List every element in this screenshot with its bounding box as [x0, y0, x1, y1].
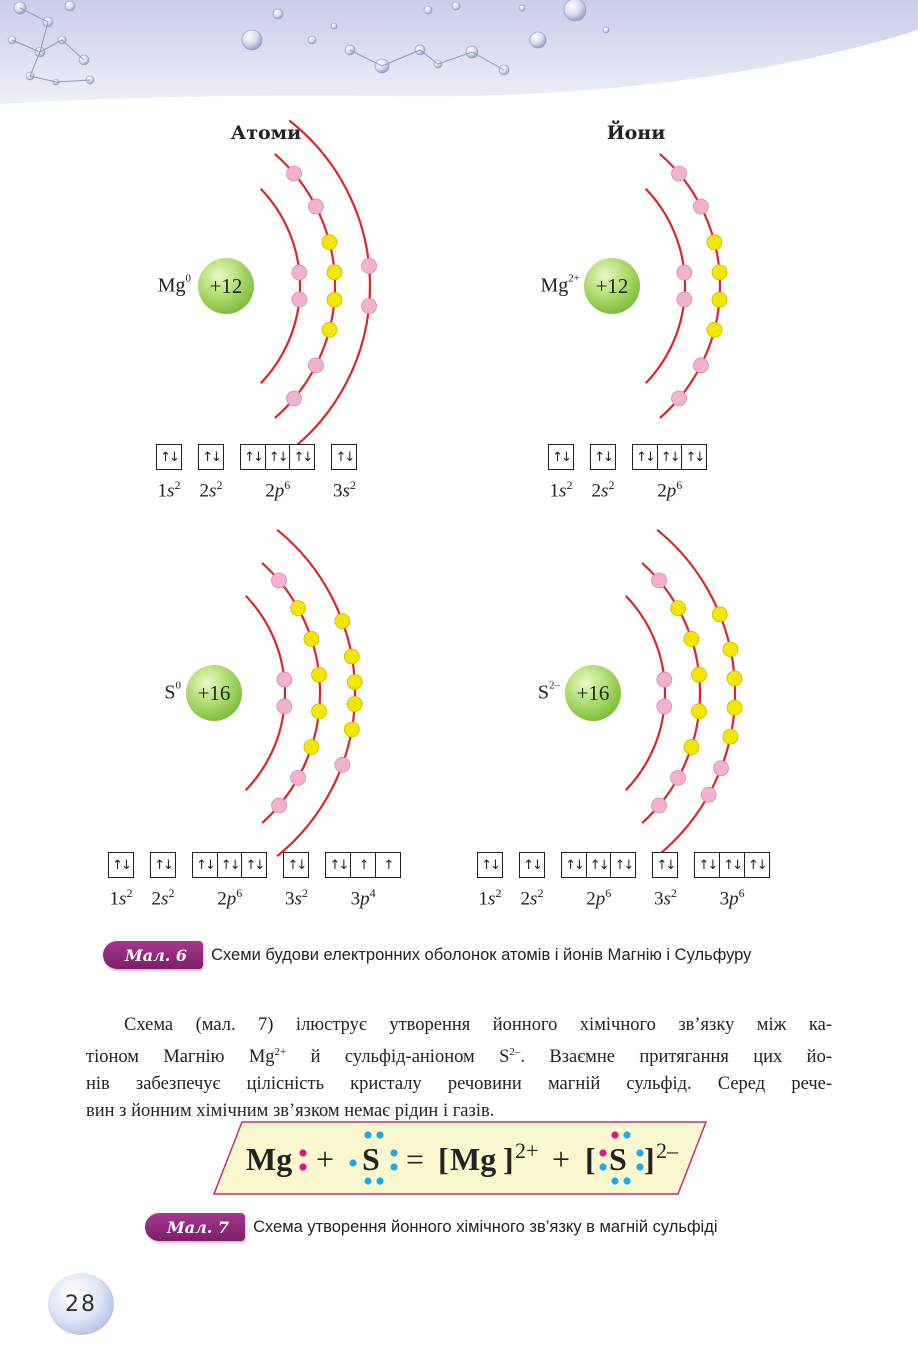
- electron: [701, 787, 716, 802]
- orbital-label: $3s^2$: [653, 886, 677, 910]
- orbital-cell: ↑: [350, 852, 376, 878]
- mg-atom-orbital-diagram: [156, 444, 373, 502]
- electron-shell: [246, 596, 285, 791]
- eq-mg: Mg: [246, 1141, 293, 1177]
- orbital-1s: [156, 444, 182, 502]
- eq-s-electron-left: [349, 1159, 356, 1166]
- electron-shell: [660, 154, 720, 418]
- paragraph-line-1: Схема (мал. 7) ілюструє утворення йонного хімічного зв’язку між ка-: [124, 1015, 832, 1035]
- orbital-cell: ↑↓: [694, 852, 720, 878]
- orbital-2p: [632, 444, 707, 502]
- eq-left-bracket-1: [: [438, 1141, 449, 1177]
- electron: [712, 607, 727, 622]
- electron: [672, 166, 687, 181]
- atoms-column-title: Атоми: [230, 122, 302, 144]
- electron: [272, 573, 287, 588]
- mg-ion-nucleus: +12: [584, 258, 640, 314]
- electron: [312, 704, 327, 719]
- mg-atom-label: Mg$^0$: [157, 272, 191, 297]
- body-paragraph: [86, 1012, 832, 1125]
- orbital-label: $3p^4$: [350, 886, 376, 910]
- electron: [652, 573, 667, 588]
- eq-mg-ion: Mg: [450, 1141, 497, 1177]
- eq-right-bracket-1: ]: [503, 1141, 514, 1177]
- orbital-cell: ↑↓: [265, 444, 291, 470]
- electron: [657, 672, 672, 687]
- eq-plus-1: +: [316, 1141, 335, 1177]
- orbital-cell: ↑↓: [283, 852, 309, 878]
- eq-s-electron-top-1: [364, 1131, 371, 1138]
- orbital-2p: [561, 852, 636, 910]
- orbital-cell: ↑↓: [590, 444, 616, 470]
- s-atom-label: $S^0$: [164, 679, 181, 704]
- eq-charge-2: 2–: [656, 1138, 678, 1163]
- electron: [308, 199, 323, 214]
- eq-s2-electron-bottom-1: [611, 1177, 618, 1184]
- orbital-label: $3s^2$: [284, 886, 308, 910]
- electron: [304, 740, 319, 755]
- electron: [684, 631, 699, 646]
- electron: [707, 322, 722, 337]
- electron: [723, 642, 738, 657]
- orbital-2s: [519, 852, 545, 910]
- electron: [671, 601, 686, 616]
- electron: [723, 729, 738, 744]
- electron-shell: [261, 189, 300, 384]
- s-ion-label: $S^{2-}$: [537, 679, 560, 704]
- electron-shell: [275, 154, 335, 418]
- eq-mg-electron-1: [299, 1149, 306, 1156]
- electron: [335, 757, 350, 772]
- eq-s2-electron-right-1: [636, 1149, 643, 1156]
- eq-s2-electron-right-2: [636, 1163, 643, 1170]
- eq-charge-1: 2+: [515, 1138, 539, 1163]
- orbital-3s: [652, 852, 678, 910]
- orbital-2p: [240, 444, 315, 502]
- eq-s2-electron-top-1: [611, 1131, 618, 1138]
- electron: [277, 672, 292, 687]
- mg-ion-orbital-diagram: [548, 444, 723, 502]
- orbital-cell: ↑↓: [241, 852, 267, 878]
- figure-6-caption: [103, 941, 751, 969]
- s-atom-nucleus: +16: [186, 665, 242, 721]
- electron: [727, 700, 742, 715]
- electron: [714, 761, 729, 776]
- electron: [362, 299, 377, 314]
- orbital-cell: ↑↓: [519, 852, 545, 878]
- electron: [347, 675, 362, 690]
- electron: [677, 265, 692, 280]
- orbital-cell: ↑↓: [192, 852, 218, 878]
- electron: [292, 292, 307, 307]
- electron: [322, 235, 337, 250]
- electron: [727, 671, 742, 686]
- orbital-cell: ↑↓: [657, 444, 683, 470]
- electron-shell: [626, 596, 665, 791]
- electron: [344, 722, 359, 737]
- electron: [671, 770, 686, 785]
- eq-s: S: [362, 1141, 380, 1177]
- electron: [312, 667, 327, 682]
- orbital-cell: ↑↓: [719, 852, 745, 878]
- orbital-label: $3p^6$: [719, 886, 745, 910]
- orbital-cell: ↑: [375, 852, 401, 878]
- figure-6-caption-text: Схеми будови електронних оболонок атомів і йонів Магнію і Сульфуру: [211, 945, 752, 964]
- s-ion-nucleus: +16: [565, 665, 621, 721]
- orbital-cell: ↑↓: [156, 444, 182, 470]
- orbital-cell: ↑↓: [325, 852, 351, 878]
- eq-equals: =: [406, 1141, 425, 1177]
- electron: [291, 601, 306, 616]
- orbital-cell: ↑↓: [561, 852, 587, 878]
- orbital-label: $2p^6$: [265, 478, 291, 502]
- orbital-2s: [150, 852, 176, 910]
- orbital-label: $2p^6$: [586, 886, 612, 910]
- eq-s2-electron-top-2: [623, 1131, 630, 1138]
- electron: [657, 699, 672, 714]
- orbital-label: $1s^2$: [549, 478, 573, 502]
- electron: [287, 166, 302, 181]
- orbital-cell: ↑↓: [681, 444, 707, 470]
- orbital-3p: [694, 852, 769, 910]
- orbital-2s: [590, 444, 616, 502]
- eq-left-bracket-2: [: [585, 1141, 596, 1177]
- eq-s-electron-right-2: [390, 1163, 397, 1170]
- orbital-3s: [331, 444, 357, 502]
- electron: [322, 322, 337, 337]
- electron: [347, 696, 362, 711]
- orbital-label: $2s^2$: [591, 478, 615, 502]
- electron: [362, 258, 377, 273]
- orbital-cell: ↑↓: [586, 852, 612, 878]
- electron-shell: [642, 563, 700, 823]
- header-decoration: [0, 0, 918, 110]
- eq-right-bracket-2: ]: [644, 1141, 655, 1177]
- paragraph-line-2: тіоном Магнію $Mg^{2+}$ й сульфід-аніоном $S^{2-}$. Взаємне притягання цих йо-: [86, 1046, 832, 1068]
- s-atom-orbital-diagram: [108, 852, 417, 910]
- eq-s-ion: S: [609, 1141, 627, 1177]
- eq-s2-electron-left-1: [599, 1149, 606, 1156]
- orbital-label: $2s^2$: [199, 478, 223, 502]
- electron: [712, 292, 727, 307]
- s-ion-orbital-diagram: [477, 852, 786, 910]
- orbital-cell: ↑↓: [108, 852, 134, 878]
- orbital-label: $2s^2$: [151, 886, 175, 910]
- figure-7-badge: Мал. 7: [145, 1213, 245, 1241]
- orbital-cell: ↑↓: [477, 852, 503, 878]
- orbital-cell: ↑↓: [217, 852, 243, 878]
- orbital-cell: ↑↓: [289, 444, 315, 470]
- electron-shell: [289, 121, 370, 452]
- electron: [692, 704, 707, 719]
- orbital-cell: ↑↓: [548, 444, 574, 470]
- eq-mg-electron-2: [299, 1163, 306, 1170]
- eq-s2-electron-left-2: [599, 1163, 606, 1170]
- electron: [693, 199, 708, 214]
- orbital-label: $2p^6$: [217, 886, 243, 910]
- orbital-label: $1s^2$: [109, 886, 133, 910]
- electron-shell: [262, 563, 320, 823]
- eq-s-electron-right-1: [390, 1149, 397, 1156]
- orbital-1s: [477, 852, 503, 910]
- electron: [277, 699, 292, 714]
- eq-plus-2: +: [552, 1141, 571, 1177]
- ionic-bond-equation: [212, 1120, 708, 1196]
- orbital-2p: [192, 852, 267, 910]
- electron: [327, 292, 342, 307]
- orbital-label: $1s^2$: [478, 886, 502, 910]
- page-number: 28: [48, 1273, 114, 1335]
- paragraph-line-4: вин з йонним хімічним зв’язком немає рідин і газів.: [86, 1101, 495, 1122]
- ions-column-title: Йони: [606, 122, 666, 144]
- electron: [272, 798, 287, 813]
- orbital-cell: ↑↓: [198, 444, 224, 470]
- orbital-label: $1s^2$: [157, 478, 181, 502]
- orbital-2s: [198, 444, 224, 502]
- electron: [707, 235, 722, 250]
- mg-atom-nucleus: +12: [198, 258, 254, 314]
- electron: [308, 358, 323, 373]
- eq-s-electron-top-2: [376, 1131, 383, 1138]
- electron: [692, 667, 707, 682]
- mg-ion-label: $Mg^{2+}$: [540, 272, 580, 297]
- electron: [693, 358, 708, 373]
- orbital-1s: [548, 444, 574, 502]
- eq-s-electron-bottom-1: [364, 1177, 371, 1184]
- orbital-cell: ↑↓: [744, 852, 770, 878]
- orbital-cell: ↑↓: [610, 852, 636, 878]
- paragraph-line-3: нів забезпечує цілісність кристалу речовини магній сульфід. Серед рече-: [86, 1074, 832, 1095]
- electron: [672, 391, 687, 406]
- eq-s-electron-bottom-2: [376, 1177, 383, 1184]
- orbital-label: $3s^2$: [332, 478, 356, 502]
- electron: [712, 265, 727, 280]
- orbital-label: $2s^2$: [520, 886, 544, 910]
- orbital-cell: ↑↓: [632, 444, 658, 470]
- figure-7-caption-text: Схема утворення йонного хімічного зв’язку в магній сульфіді: [253, 1217, 718, 1236]
- orbital-cell: ↑↓: [240, 444, 266, 470]
- orbital-label: $2p^6$: [657, 478, 683, 502]
- electron: [684, 740, 699, 755]
- orbital-3s: [283, 852, 309, 910]
- electron-shell: [657, 530, 735, 856]
- figure-7-caption: [145, 1213, 718, 1241]
- electron: [304, 631, 319, 646]
- electron-shell: [277, 530, 355, 856]
- orbital-cell: ↑↓: [331, 444, 357, 470]
- electron: [287, 391, 302, 406]
- electron: [292, 265, 307, 280]
- figure-6-badge: Мал. 6: [103, 941, 203, 969]
- electron: [677, 292, 692, 307]
- electron: [327, 265, 342, 280]
- electron: [652, 798, 667, 813]
- electron-shell: [646, 189, 685, 384]
- orbital-3p: [325, 852, 400, 910]
- orbital-cell: ↑↓: [150, 852, 176, 878]
- orbital-cell: ↑↓: [652, 852, 678, 878]
- electron: [344, 649, 359, 664]
- eq-s2-electron-bottom-2: [623, 1177, 630, 1184]
- electron: [291, 770, 306, 785]
- electron: [335, 614, 350, 629]
- orbital-1s: [108, 852, 134, 910]
